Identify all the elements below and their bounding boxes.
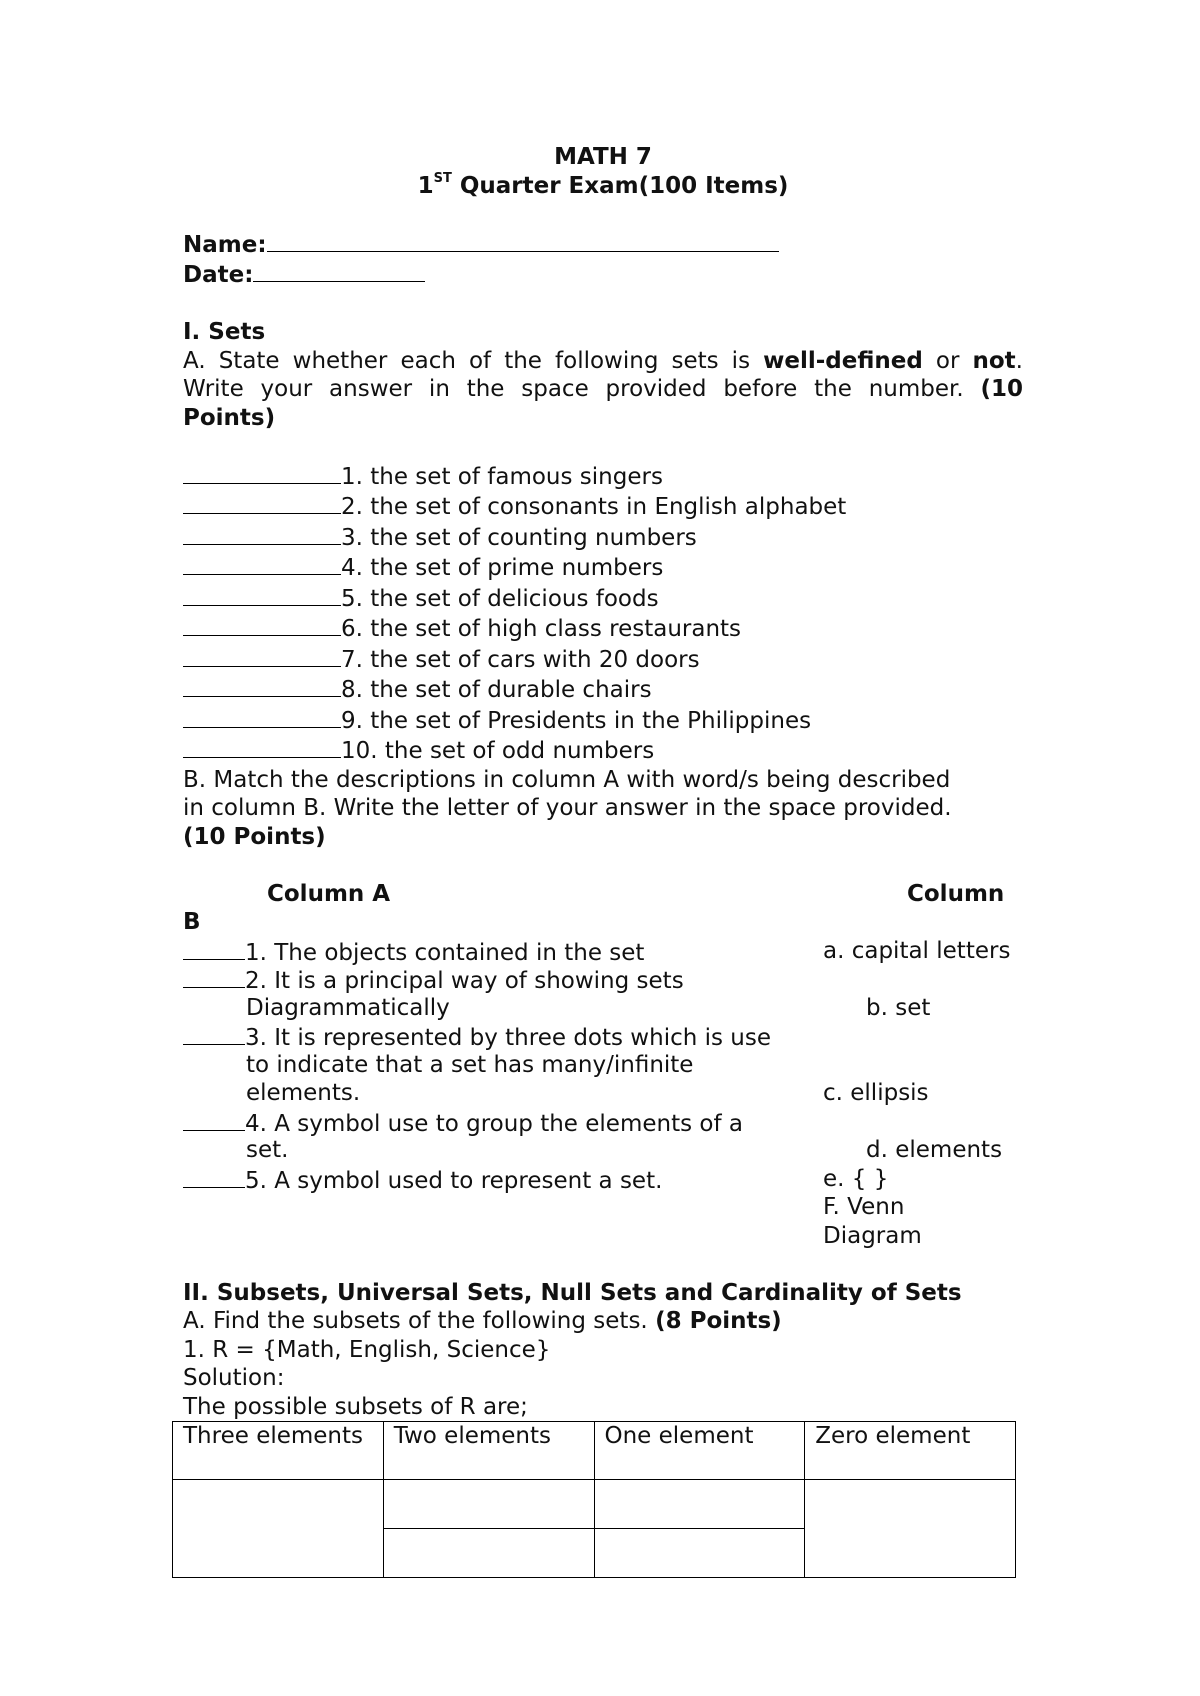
question-1: 1. R = {Math, English, Science} [183, 1336, 551, 1363]
subsets-table [172, 1421, 1016, 1578]
answer-cell[interactable] [383, 1480, 594, 1529]
table-header-cell: Three elements [173, 1422, 384, 1480]
list-item: 9. the set of Presidents in the Philippines [183, 705, 1023, 736]
part1-heading: I. Sets [183, 319, 266, 345]
answer-cell[interactable] [594, 1529, 805, 1578]
date-field[interactable] [183, 259, 1023, 290]
list-item: 7. the set of cars with 20 doors [183, 644, 1023, 675]
answer-blank[interactable] [183, 937, 245, 960]
answer-blank[interactable] [183, 613, 341, 636]
match-row: 2. It is a principal way of showing sets [183, 965, 1023, 994]
answer-cell[interactable] [173, 1480, 384, 1578]
answer-blank[interactable] [183, 965, 245, 988]
part1-a-instruction-line1: A. State whether each of the following sets is well-defined or not. [183, 347, 1023, 374]
table-header-cell: Zero element [805, 1422, 1016, 1480]
answer-blank[interactable] [183, 1022, 245, 1045]
match-row: F. Venn [823, 1194, 905, 1220]
exam-title: MATH 7 [554, 144, 652, 170]
table-header-row [173, 1422, 1016, 1480]
table-row [173, 1480, 1016, 1529]
list-item: 5. the set of delicious foods [183, 583, 1023, 614]
answer-cell[interactable] [594, 1480, 805, 1529]
list-item: 4. the set of prime numbers [183, 552, 1023, 583]
table-header-cell: Two elements [383, 1422, 594, 1480]
list-item: 3. the set of counting numbers [183, 522, 1023, 553]
answer-blank[interactable] [183, 1108, 245, 1131]
match-row: 1. The objects contained in the set a. capital letters [183, 937, 1023, 966]
match-row: set. d. elements [246, 1137, 1003, 1163]
subtitle-superscript: ST [433, 170, 452, 186]
list-item: 8. the set of durable chairs [183, 674, 1023, 705]
answer-blank[interactable] [183, 735, 341, 758]
answer-cell[interactable] [383, 1529, 594, 1578]
possible-subsets-label: The possible subsets of R are; [183, 1393, 528, 1420]
match-row: 3. It is represented by three dots which is use [183, 1022, 1023, 1051]
answer-blank[interactable] [183, 461, 341, 484]
match-row: Diagrammatically b. set [246, 994, 931, 1021]
answer-blank[interactable] [183, 522, 341, 545]
matching-header [183, 880, 1023, 909]
answer-blank[interactable] [183, 1165, 245, 1188]
list-item: 6. the set of high class restaurants [183, 613, 1023, 644]
date-label: Date: [183, 262, 254, 288]
column-b-header: Column [907, 880, 1005, 907]
list-item: 10. the set of odd numbers [183, 735, 1023, 766]
list-item: 1. the set of famous singers [183, 461, 1023, 492]
column-b-header-wrap: B [183, 909, 201, 935]
exam-page [183, 143, 1023, 1578]
part1-b-instruction-line1: B. Match the descriptions in column A with word/s being described [183, 766, 951, 793]
date-blank[interactable] [253, 259, 425, 282]
match-row: 5. A symbol used to represent a set. e. { } [183, 1165, 1023, 1194]
table-header-cell: One element [594, 1422, 805, 1480]
part1-b-instruction-line2: in column B. Write the letter of your answer in the space provided. [183, 795, 952, 821]
answer-blank[interactable] [183, 644, 341, 667]
answer-blank[interactable] [183, 705, 341, 728]
solution-label: Solution: [183, 1365, 285, 1391]
part1-a-instruction-line2: Write your answer in the space provided before the number. (10 [183, 376, 1024, 402]
match-row: 4. A symbol use to group the elements of a [183, 1108, 1023, 1137]
match-row: Diagram [823, 1222, 922, 1249]
part1-a-points: Points) [183, 404, 276, 431]
match-row: elements. c. ellipsis [246, 1080, 929, 1106]
answer-cell[interactable] [805, 1480, 1016, 1578]
name-blank[interactable] [267, 229, 779, 252]
part2-a-instruction: A. Find the subsets of the following sets. (8 Points) [183, 1308, 782, 1334]
part2-heading: II. Subsets, Universal Sets, Null Sets and Cardinality of Sets [183, 1279, 962, 1306]
answer-blank[interactable] [183, 583, 341, 606]
answer-blank[interactable] [183, 674, 341, 697]
match-row: to indicate that a set has many/infinite [246, 1051, 694, 1078]
part1-b-points: (10 Points) [183, 823, 326, 850]
answer-blank[interactable] [183, 552, 341, 575]
column-a-header: Column A [267, 880, 391, 907]
answer-blank[interactable] [183, 491, 341, 514]
name-field[interactable] [183, 229, 1023, 260]
exam-subtitle: 1ST Quarter Exam(100 Items) [417, 170, 789, 199]
name-label: Name: [183, 231, 267, 258]
list-item: 2. the set of consonants in English alphabet [183, 491, 1023, 522]
